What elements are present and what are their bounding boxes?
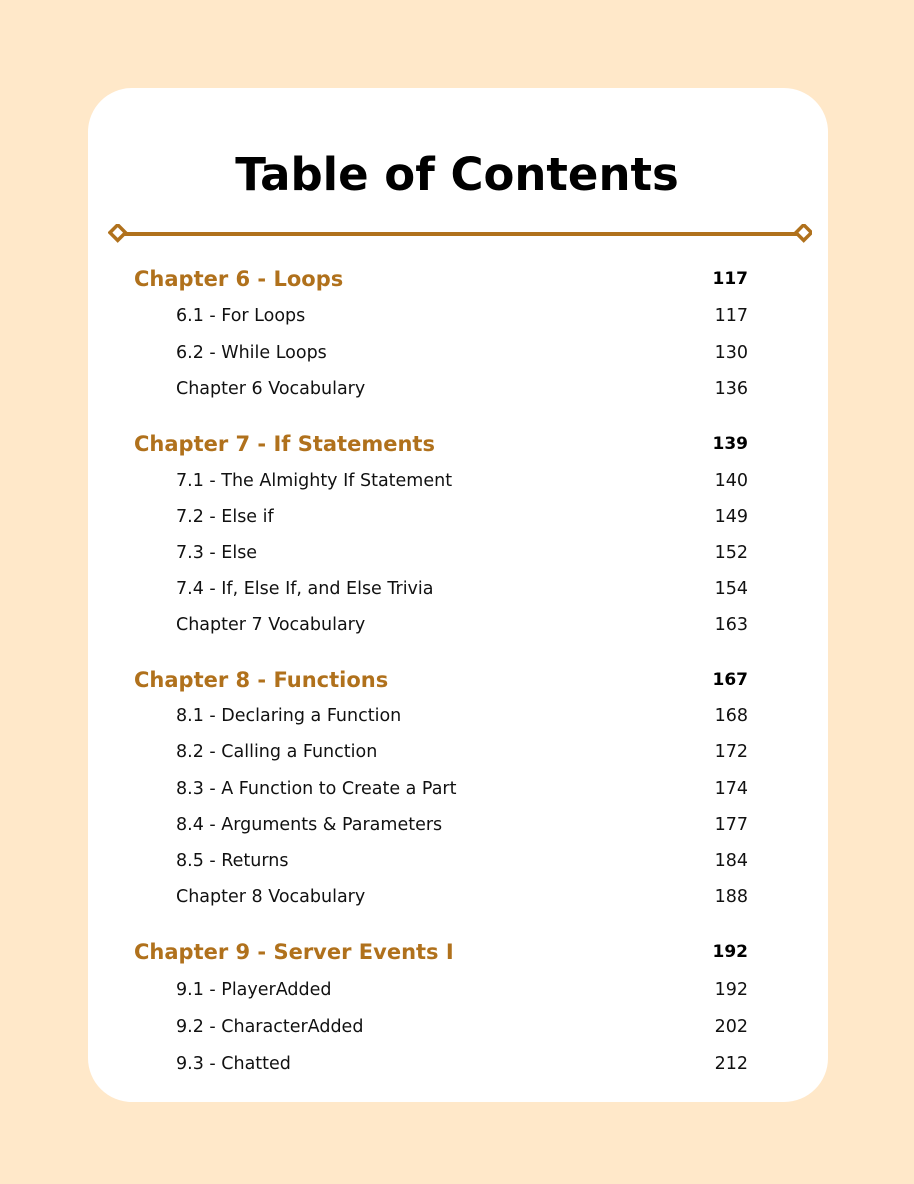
section-row[interactable] bbox=[0, 374, 914, 404]
section-title: Chapter 6 Vocabulary bbox=[176, 379, 366, 399]
chapter-row[interactable] bbox=[0, 937, 914, 967]
section-page-number: 192 bbox=[714, 980, 748, 1000]
chapter-page-number: 117 bbox=[712, 269, 748, 289]
section-title: 9.1 - PlayerAdded bbox=[176, 980, 332, 1000]
section-title: 8.1 - Declaring a Function bbox=[176, 706, 402, 726]
section-title: 7.3 - Else bbox=[176, 543, 258, 563]
section-page-number: 136 bbox=[714, 379, 748, 399]
section-page-number: 154 bbox=[714, 579, 748, 599]
section-page-number: 177 bbox=[714, 815, 748, 835]
section-title: 7.2 - Else if bbox=[176, 507, 274, 527]
section-title: 6.2 - While Loops bbox=[176, 343, 327, 363]
section-row[interactable] bbox=[0, 774, 914, 804]
chapter-page-number: 139 bbox=[712, 434, 748, 454]
section-row[interactable] bbox=[0, 737, 914, 767]
section-title: 8.2 - Calling a Function bbox=[176, 742, 378, 762]
section-title: 6.1 - For Loops bbox=[176, 306, 306, 326]
section-page-number: 212 bbox=[714, 1054, 748, 1074]
chapter-title: Chapter 9 - Server Events I bbox=[134, 940, 454, 964]
section-row[interactable] bbox=[0, 882, 914, 912]
section-page-number: 168 bbox=[714, 706, 748, 726]
section-row[interactable] bbox=[0, 846, 914, 876]
chapter-row[interactable] bbox=[0, 264, 914, 294]
section-row[interactable] bbox=[0, 1049, 914, 1079]
section-page-number: 172 bbox=[714, 742, 748, 762]
section-row[interactable] bbox=[0, 975, 914, 1005]
section-row[interactable] bbox=[0, 1012, 914, 1042]
section-page-number: 188 bbox=[714, 887, 748, 907]
chapter-row[interactable] bbox=[0, 665, 914, 695]
section-title: 8.5 - Returns bbox=[176, 851, 289, 871]
section-title: Chapter 8 Vocabulary bbox=[176, 887, 366, 907]
chapter-title: Chapter 8 - Functions bbox=[134, 668, 389, 692]
section-title: Chapter 7 Vocabulary bbox=[176, 615, 366, 635]
section-title: 8.3 - A Function to Create a Part bbox=[176, 779, 457, 799]
section-page-number: 202 bbox=[714, 1017, 748, 1037]
section-page-number: 149 bbox=[714, 507, 748, 527]
section-row[interactable] bbox=[0, 301, 914, 331]
page-title: Table of Contents bbox=[235, 148, 679, 201]
section-row[interactable] bbox=[0, 338, 914, 368]
section-page-number: 117 bbox=[714, 306, 748, 326]
section-title: 9.3 - Chatted bbox=[176, 1054, 291, 1074]
section-page-number: 163 bbox=[714, 615, 748, 635]
chapter-row[interactable] bbox=[0, 429, 914, 459]
chapter-page-number: 167 bbox=[712, 670, 748, 690]
section-title: 8.4 - Arguments & Parameters bbox=[176, 815, 443, 835]
section-row[interactable] bbox=[0, 701, 914, 731]
section-row[interactable] bbox=[0, 502, 914, 532]
section-page-number: 152 bbox=[714, 543, 748, 563]
section-title: 9.2 - CharacterAdded bbox=[176, 1017, 364, 1037]
section-title: 7.4 - If, Else If, and Else Trivia bbox=[176, 579, 434, 599]
section-row[interactable] bbox=[0, 466, 914, 496]
chapter-page-number: 192 bbox=[712, 942, 748, 962]
section-row[interactable] bbox=[0, 538, 914, 568]
section-page-number: 130 bbox=[714, 343, 748, 363]
section-row[interactable] bbox=[0, 574, 914, 604]
section-row[interactable] bbox=[0, 610, 914, 640]
chapter-title: Chapter 7 - If Statements bbox=[134, 432, 435, 456]
section-title: 7.1 - The Almighty If Statement bbox=[176, 471, 453, 491]
section-page-number: 174 bbox=[714, 779, 748, 799]
section-page-number: 184 bbox=[714, 851, 748, 871]
section-row[interactable] bbox=[0, 810, 914, 840]
section-page-number: 140 bbox=[714, 471, 748, 491]
chapter-title: Chapter 6 - Loops bbox=[134, 267, 344, 291]
